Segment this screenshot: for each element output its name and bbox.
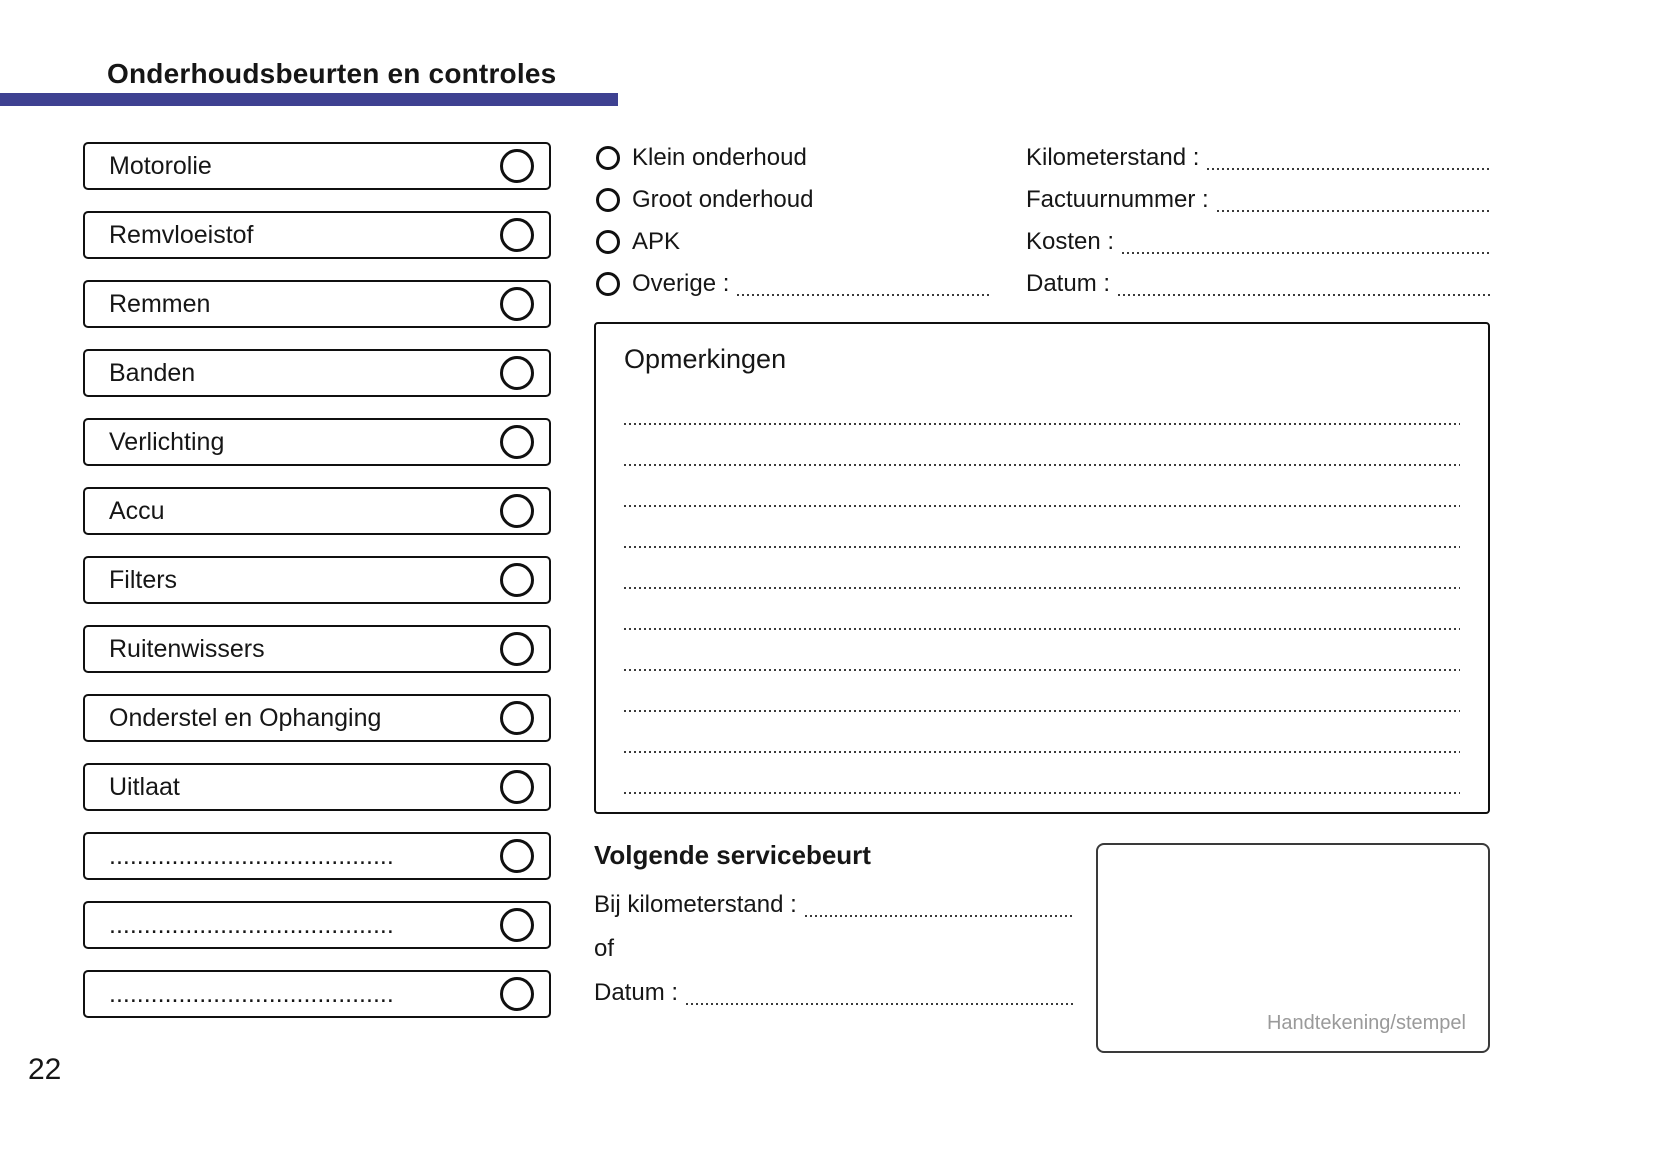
checklist-row-remmen — [83, 280, 551, 328]
remarks-line[interactable] — [624, 712, 1460, 753]
invoice-fields — [1026, 137, 1490, 305]
radio-option-label: Klein onderhoud — [632, 144, 807, 171]
check-circle[interactable] — [500, 218, 534, 252]
checklist-row-uitlaat — [83, 763, 551, 811]
remarks-line[interactable] — [624, 384, 1460, 425]
check-circle[interactable] — [500, 977, 534, 1011]
checklist-item-label: ......................................... — [109, 910, 394, 939]
radio-option-label: Groot onderhoud — [632, 186, 814, 213]
checklist-item-label: Filters — [109, 565, 178, 594]
check-circle[interactable] — [500, 839, 534, 873]
checklist-row-blank-1 — [83, 832, 551, 880]
checklist-row-blank-2 — [83, 901, 551, 949]
radio-option-klein-onderhoud — [596, 137, 990, 179]
kosten-fill-line[interactable] — [1122, 230, 1490, 254]
check-circle[interactable] — [500, 908, 534, 942]
next-service-km-fill-line[interactable] — [805, 893, 1074, 917]
check-circle[interactable] — [500, 770, 534, 804]
radio-circle[interactable] — [596, 230, 620, 254]
checklist-item-label: ......................................... — [109, 841, 394, 870]
remarks-line[interactable] — [624, 548, 1460, 589]
remarks-line[interactable] — [624, 425, 1460, 466]
checklist-row-remvloeistof — [83, 211, 551, 259]
checklist-item-label: Accu — [109, 496, 165, 525]
radio-option-apk — [596, 221, 990, 263]
datum-fill-line[interactable] — [1118, 272, 1490, 296]
next-service-title: Volgende servicebeurt — [594, 840, 871, 870]
overige-fill-line[interactable] — [737, 272, 990, 296]
checklist-item-label: Remvloeistof — [109, 220, 254, 249]
check-circle[interactable] — [500, 494, 534, 528]
kosten-label: Kosten : — [1026, 228, 1115, 255]
checklist-item-label: Onderstel en Ophanging — [109, 703, 382, 732]
checklist-row-ruitenwissers — [83, 625, 551, 673]
remarks-lines — [624, 384, 1460, 794]
checklist-item-label: Uitlaat — [109, 772, 180, 801]
check-circle[interactable] — [500, 425, 534, 459]
remarks-line[interactable] — [624, 753, 1460, 794]
checklist-item-label: Ruitenwissers — [109, 634, 265, 663]
checklist-row-blank-3 — [83, 970, 551, 1018]
next-service-date-fill-line[interactable] — [686, 981, 1074, 1005]
radio-circle[interactable] — [596, 272, 620, 296]
checklist-item-label: Verlichting — [109, 427, 225, 456]
field-row-kosten — [1026, 221, 1490, 263]
page-number: 22 — [28, 1053, 62, 1086]
service-type-options — [596, 137, 990, 305]
checklist-item-label: ......................................... — [109, 979, 394, 1008]
title-underline-bar — [0, 93, 618, 106]
check-circle[interactable] — [500, 149, 534, 183]
remarks-line[interactable] — [624, 671, 1460, 712]
checklist-row-onderstel-en-ophanging — [83, 694, 551, 742]
remarks-line[interactable] — [624, 630, 1460, 671]
remarks-line[interactable] — [624, 466, 1460, 507]
radio-option-label: APK — [632, 228, 681, 255]
checklist-row-motorolie — [83, 142, 551, 190]
next-service-section — [594, 840, 1074, 1015]
check-circle[interactable] — [500, 563, 534, 597]
remarks-line[interactable] — [624, 589, 1460, 630]
kilometerstand-label: Kilometerstand : — [1026, 144, 1200, 171]
checklist-row-banden — [83, 349, 551, 397]
field-row-next-or — [594, 927, 1074, 971]
factuurnummer-fill-line[interactable] — [1217, 188, 1490, 212]
field-row-next-datum — [594, 971, 1074, 1015]
checklist-item-label: Motorolie — [109, 151, 212, 180]
check-circle[interactable] — [500, 287, 534, 321]
field-row-next-km — [594, 883, 1074, 927]
checklist-item-label: Remmen — [109, 289, 211, 318]
check-circle[interactable] — [500, 632, 534, 666]
check-circle[interactable] — [500, 701, 534, 735]
radio-option-groot-onderhoud — [596, 179, 990, 221]
next-service-date-label: Datum : — [594, 979, 679, 1006]
checklist-item-label: Banden — [109, 358, 196, 387]
remarks-line[interactable] — [624, 507, 1460, 548]
kilometerstand-fill-line[interactable] — [1207, 146, 1490, 170]
radio-option-overige — [596, 263, 990, 305]
field-row-datum — [1026, 263, 1490, 305]
checklist-row-filters — [83, 556, 551, 604]
field-row-factuurnummer — [1026, 179, 1490, 221]
remarks-box — [594, 322, 1490, 814]
signature-box[interactable] — [1096, 843, 1490, 1053]
field-row-kilometerstand — [1026, 137, 1490, 179]
next-service-or-label: of — [594, 935, 615, 962]
next-service-km-label: Bij kilometerstand : — [594, 891, 797, 918]
datum-label: Datum : — [1026, 270, 1111, 297]
maintenance-checklist — [83, 142, 551, 1039]
radio-circle[interactable] — [596, 146, 620, 170]
check-circle[interactable] — [500, 356, 534, 390]
signature-label: Handtekening/stempel — [1266, 1012, 1466, 1034]
remarks-title: Opmerkingen — [624, 344, 787, 374]
checklist-row-accu — [83, 487, 551, 535]
factuurnummer-label: Factuurnummer : — [1026, 186, 1209, 213]
radio-circle[interactable] — [596, 188, 620, 212]
page-title: Onderhoudsbeurten en controles — [107, 58, 557, 89]
radio-option-label: Overige : — [632, 270, 730, 297]
checklist-row-verlichting — [83, 418, 551, 466]
